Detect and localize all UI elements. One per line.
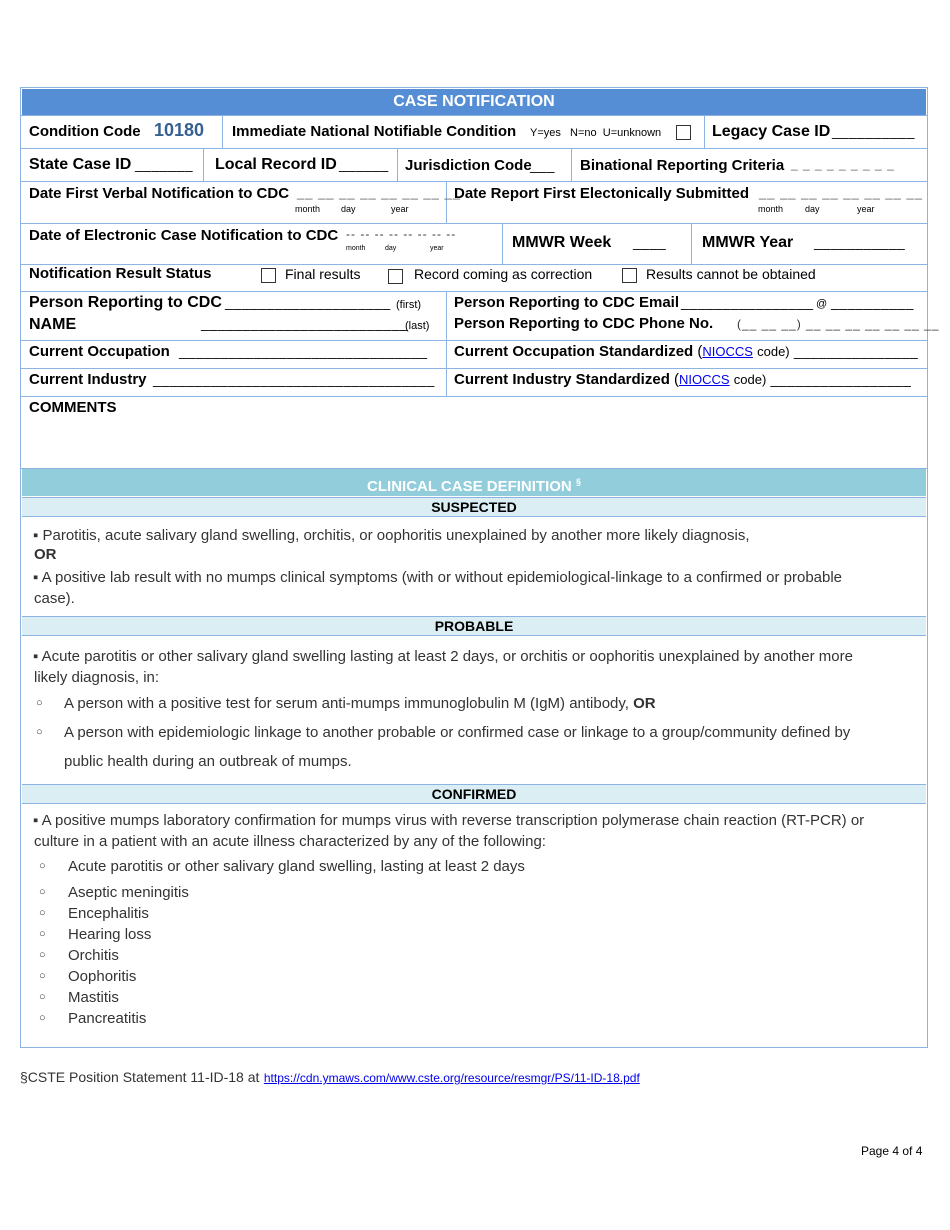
verbal-notification-date-field[interactable]: __ __ __ __ __ __ __ __ (297, 185, 461, 200)
local-record-id-field[interactable]: ______ (339, 156, 389, 172)
occupation-standardized-field[interactable]: _______________ (793, 343, 919, 359)
record-correction-label: Record coming as correction (414, 266, 593, 282)
probable-intro: ▪ Acute parotitis or other salivary gland swelling lasting at least 2 days, or orchitis or oophoritis unexplained by another more (33, 648, 853, 665)
mmwr-week-field[interactable]: ____ (633, 234, 667, 250)
binational-criteria-field[interactable]: _ _ _ _ _ _ _ _ _ (791, 157, 895, 171)
local-record-id-label: Local Record ID (215, 156, 337, 173)
jurisdiction-code-label: Jurisdiction Code (405, 157, 532, 174)
person-email-user-field[interactable]: ________________ (681, 294, 814, 310)
list-item: ○ Orchitis (39, 947, 119, 964)
jurisdiction-code-field[interactable]: ___ (530, 157, 555, 173)
clinical-section-mark: § (575, 477, 581, 487)
probable-sub1 (64, 693, 656, 714)
last-name-hint: (last) (405, 320, 430, 332)
final-results-checkbox[interactable] (261, 268, 276, 283)
results-not-obtained-label: Results cannot be obtained (646, 266, 816, 282)
electronic-case-day-hint: day (385, 245, 397, 252)
occupation-paren: ( (697, 343, 703, 360)
person-last-name-field[interactable]: _________________________ (201, 315, 409, 331)
notification-result-status-label: Notification Result Status (29, 265, 212, 282)
list-item: ○ Aseptic meningitis (39, 884, 189, 901)
first-name-hint: (first) (396, 299, 422, 311)
legacy-case-id-field[interactable]: __________ (832, 123, 915, 139)
confirmed-intro: ▪ A positive mumps laboratory confirmation for mumps virus with reverse transcription polymerase chain reaction (RT-PCR) or (33, 812, 865, 829)
probable-sub1-bullet: ○ (36, 697, 43, 709)
person-email-domain-field[interactable]: __________ (831, 294, 914, 310)
probable-sub2-cont: public health during an outbreak of mumps. (64, 753, 352, 770)
occupation-standardized-label: Current Occupation Standardized (454, 343, 694, 360)
current-industry-label: Current Industry (29, 371, 147, 388)
verbal-notification-label: Date First Verbal Notification to CDC (29, 185, 290, 202)
industry-paren: ( (674, 371, 680, 388)
mmwr-week-label: MMWR Week (512, 234, 612, 251)
mmwr-year-field[interactable]: ___________ (814, 234, 906, 250)
legacy-case-id-label: Legacy Case ID (712, 123, 831, 140)
comments-label: COMMENTS (29, 399, 117, 416)
verbal-day-hint: day (341, 204, 356, 214)
electronic-day-hint: day (805, 204, 820, 214)
occupation-standardized-line (454, 343, 918, 360)
list-item: ○ Mastitis (39, 989, 119, 1006)
confirmed-item-text: Hearing loss (68, 926, 152, 943)
person-email-label: Person Reporting to CDC Email (454, 294, 680, 311)
footer-url-link[interactable]: https://cdn.ymaws.com/www.cste.org/resource/resmgr/PS/11-ID-18.pdf (263, 1071, 640, 1085)
confirmed-item-text: Pancreatitis (68, 1010, 147, 1027)
first-electronic-submission-label: Date Report First Electonically Submitted (454, 185, 750, 202)
first-electronic-submission-date-field[interactable]: __ __ __ __ __ __ __ __ (759, 185, 923, 200)
suspected-criterion-2-cont: case). (34, 590, 75, 607)
condition-code-value: 10180 (154, 120, 205, 140)
confirmed-item-text: Aseptic meningitis (68, 884, 189, 901)
person-phone-field[interactable]: (__ __ __) __ __ __ __ __ __ __ (737, 317, 940, 331)
immediate-condition-checkbox[interactable] (676, 125, 691, 140)
confirmed-item-text: Acute parotitis or other salivary gland swelling, lasting at least 2 days (68, 858, 525, 875)
results-not-obtained-checkbox[interactable] (622, 268, 637, 283)
list-item: ○ Pancreatitis (39, 1010, 147, 1027)
probable-sub2-bullet: ○ (36, 726, 43, 738)
immediate-condition-label: Immediate National Notifiable Condition (232, 123, 517, 140)
industry-standardized-line (454, 371, 911, 388)
industry-standardized-field[interactable]: _________________ (770, 371, 912, 387)
occupation-code-text: code) (757, 344, 790, 359)
state-case-id-field[interactable]: _______ (135, 156, 194, 172)
list-item: ○ Hearing loss (39, 926, 152, 943)
confirmed-item-text: Encephalitis (68, 905, 149, 922)
state-case-id-label: State Case ID (29, 156, 132, 173)
confirmed-symptom-list (21, 856, 921, 1029)
suspected-heading: SUSPECTED (22, 497, 926, 517)
list-item: ○ Encephalitis (39, 905, 149, 922)
industry-nioccs-link[interactable]: NIOCCS (679, 372, 730, 387)
condition-code-label: Condition Code (29, 123, 141, 140)
electronic-case-notification-label: Date of Electronic Case Notification to CDC (29, 227, 339, 244)
verbal-month-hint: month (295, 204, 321, 214)
verbal-year-hint: year (391, 204, 409, 214)
industry-standardized-label: Current Industry Standardized (454, 371, 670, 388)
footer-statement-text: §CSTE Position Statement 11-ID-18 at (20, 1069, 260, 1085)
probable-sub2: A person with epidemiologic linkage to another probable or confirmed case or linkage to a group/community defined by (64, 724, 851, 741)
person-reporting-label: Person Reporting to CDC (29, 294, 222, 311)
list-item: ○ Acute parotitis or other salivary gland swelling, lasting at least 2 days (39, 858, 525, 875)
electronic-month-hint: month (758, 204, 784, 214)
footer-statement (20, 1069, 640, 1087)
current-industry-field[interactable]: __________________________________ (153, 371, 435, 387)
comments-field[interactable] (22, 418, 926, 466)
page-number: Page 4 of 4 (861, 1144, 923, 1158)
clinical-case-definition-header (22, 469, 926, 496)
electronic-case-year-hint: year (430, 245, 444, 252)
case-notification-form (20, 87, 940, 1048)
person-first-name-field[interactable]: ____________________ (225, 294, 391, 310)
confirmed-heading: CONFIRMED (22, 784, 926, 804)
current-occupation-label: Current Occupation (29, 343, 170, 360)
suspected-criterion-2: ▪ A positive lab result with no mumps clinical symptoms (with or without epidemiological-linkage to a confirmed or probable (33, 569, 843, 586)
probable-intro-cont: likely diagnosis, in: (34, 669, 160, 686)
binational-criteria-label: Binational Reporting Criteria (580, 157, 785, 174)
electronic-case-month-hint: month (346, 245, 366, 252)
probable-sub1-text: A person with a positive test for serum anti-mumps immunoglobulin M (IgM) antibody, (64, 695, 629, 712)
email-at-sign: @ (816, 298, 828, 310)
person-phone-label: Person Reporting to CDC Phone No. (454, 315, 714, 332)
current-occupation-field[interactable]: ______________________________ (179, 343, 428, 359)
confirmed-item-text: Orchitis (68, 947, 119, 964)
industry-code-text: code) (733, 372, 767, 387)
confirmed-item-text: Oophoritis (68, 968, 137, 985)
suspected-or: OR (34, 546, 57, 563)
list-item: ○ Oophoritis (39, 968, 137, 985)
final-results-label: Final results (285, 266, 361, 282)
suspected-criterion-1: ▪ Parotitis, acute salivary gland swelling, orchitis, or oophoritis unexplained by another more likely diagnosis, (33, 527, 750, 544)
probable-heading: PROBABLE (22, 616, 926, 636)
immediate-condition-options: Y=yes N=no U=unknown (530, 127, 662, 139)
probable-sub1-or: OR (633, 695, 656, 712)
confirmed-intro-cont: culture in a patient with an acute illness characterized by any of the following: (34, 833, 546, 850)
electronic-year-hint: year (857, 204, 875, 214)
confirmed-item-text: Mastitis (68, 989, 119, 1006)
clinical-title: CLINICAL CASE DEFINITION (367, 478, 572, 495)
record-correction-checkbox[interactable] (388, 269, 403, 284)
case-notification-header: CASE NOTIFICATION (22, 89, 926, 115)
person-name-label: NAME (29, 316, 77, 333)
mmwr-year-label: MMWR Year (702, 234, 794, 251)
occupation-nioccs-link[interactable]: NIOCCS (702, 344, 753, 359)
electronic-case-notification-date-field[interactable]: -- -- -- -- -- -- -- -- (346, 227, 457, 241)
